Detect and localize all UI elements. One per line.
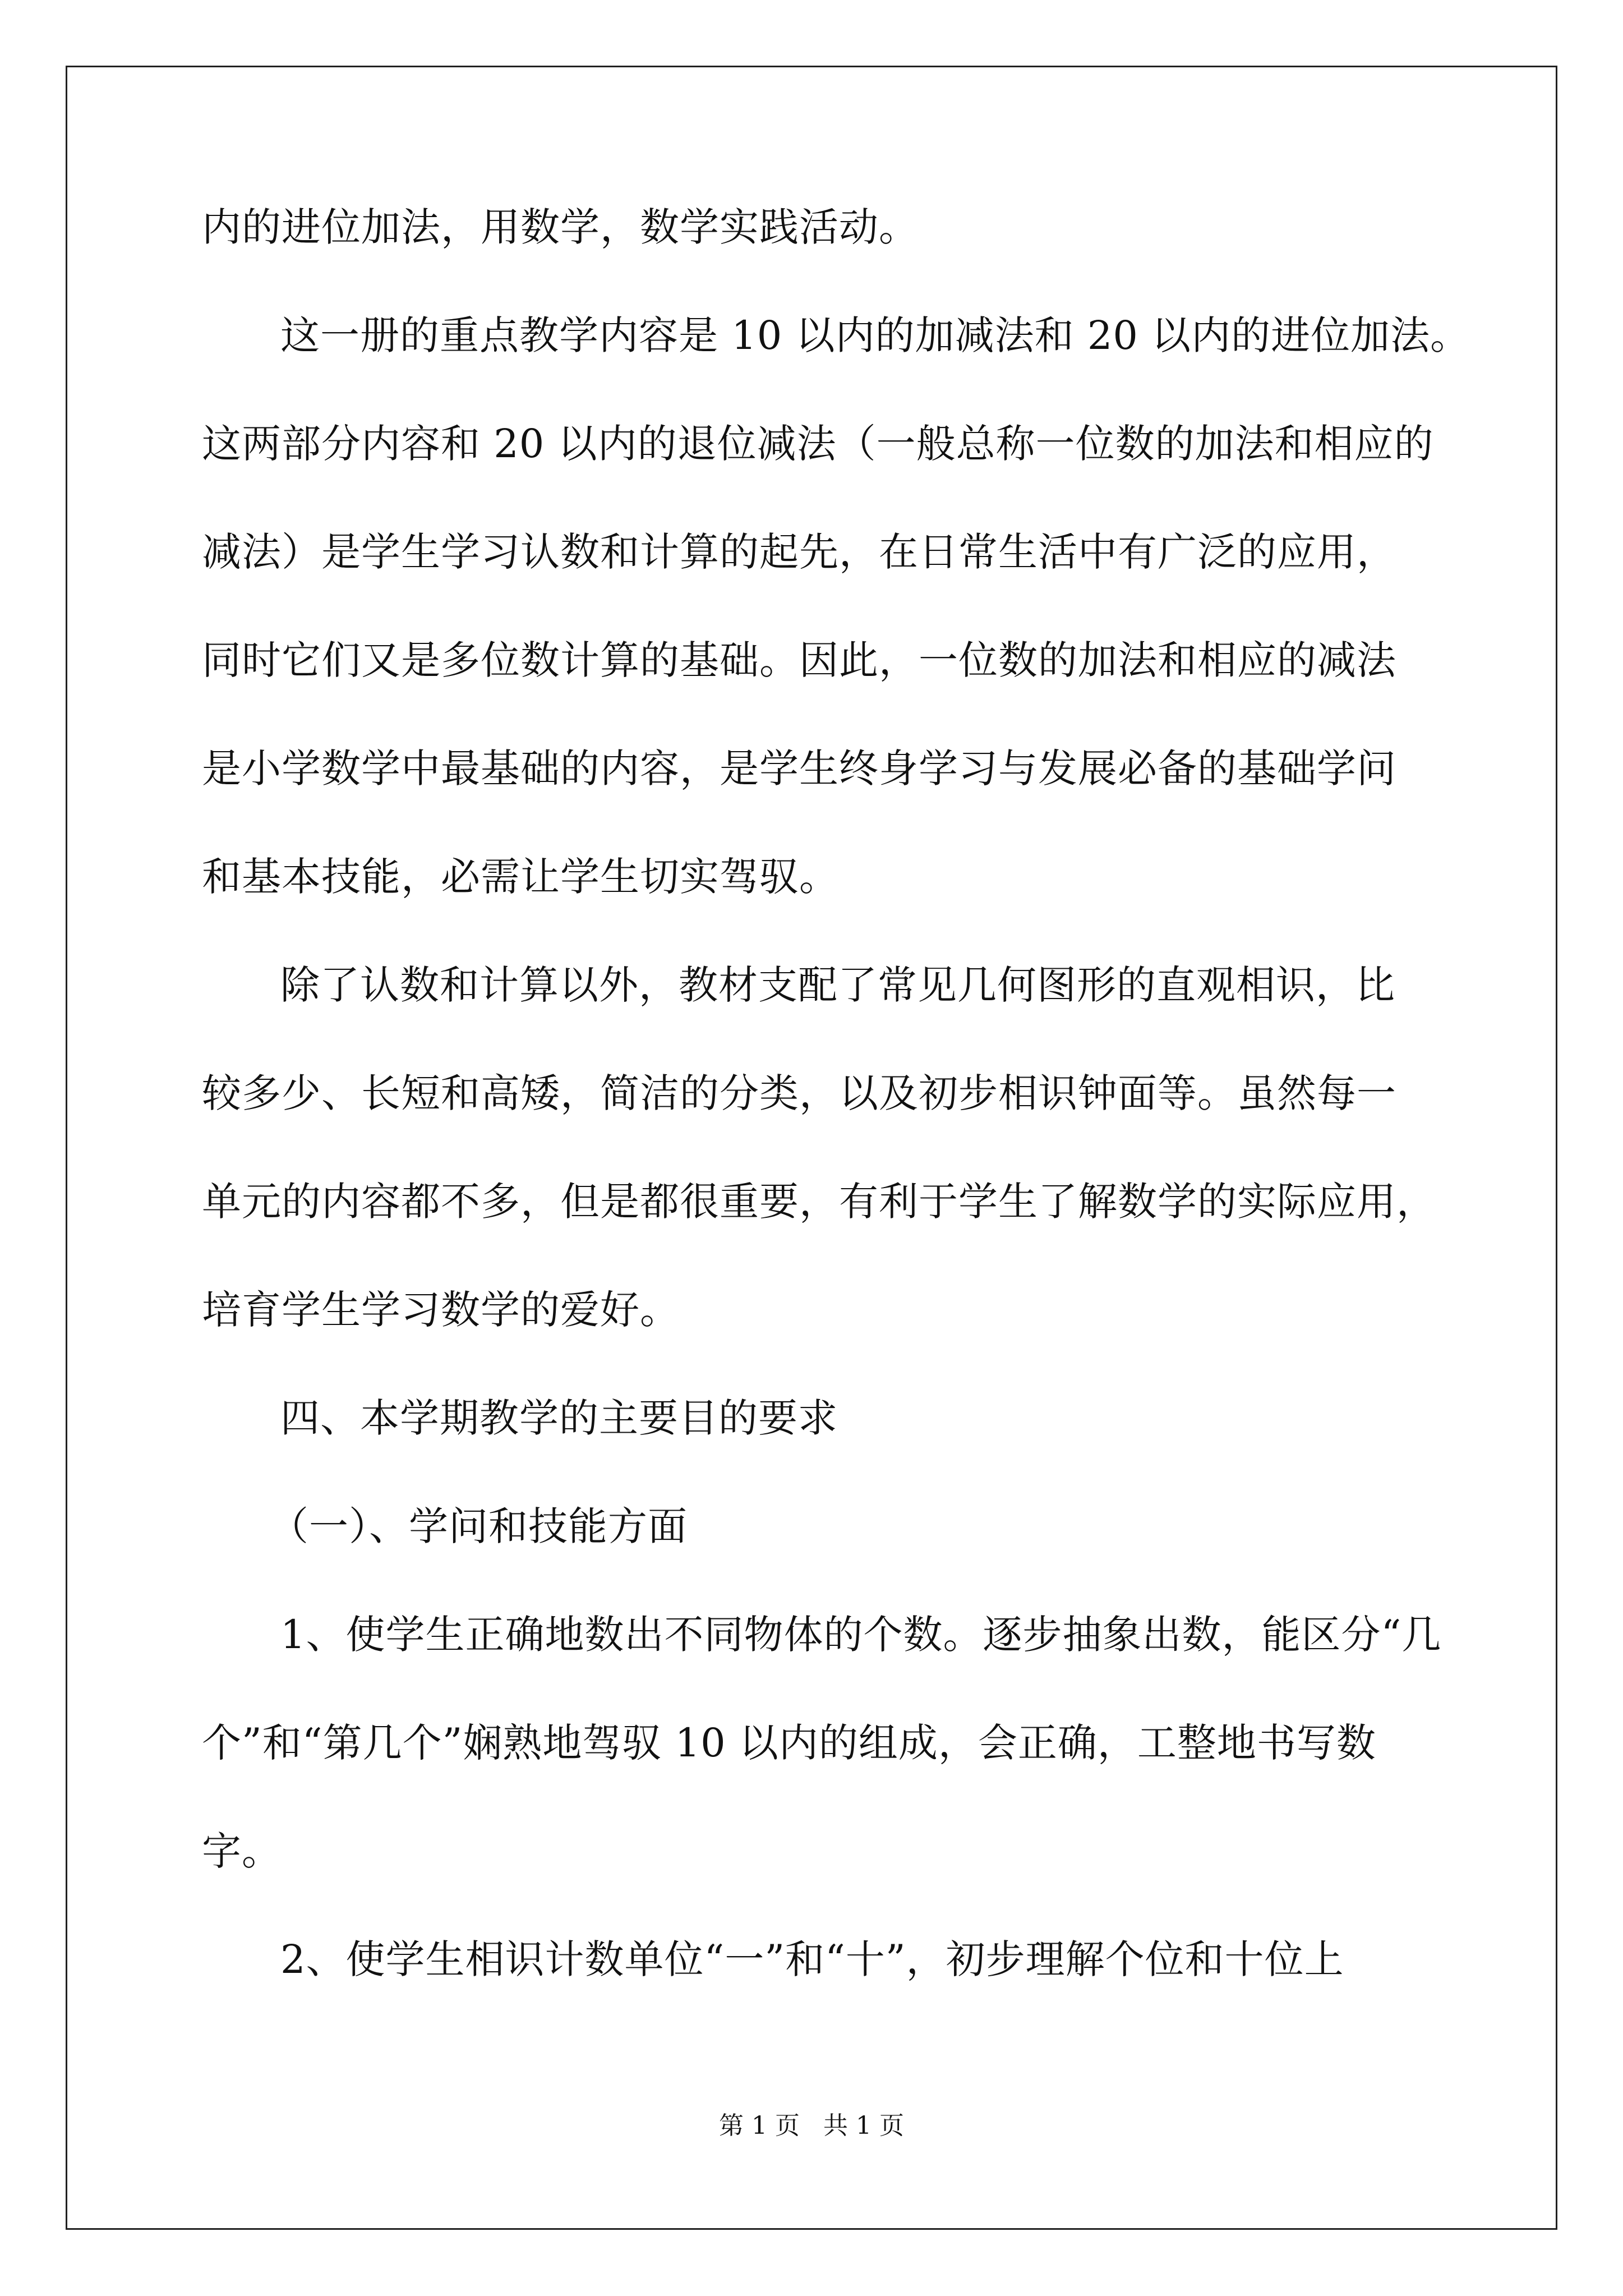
text-line: 2、使学生相识计数单位“一”和“十”，初步理解个位和十位上 [280,1936,1344,1982]
text-line: 除了认数和计算以外，教材支配了常见几何图形的直观相识，比 [280,962,1395,1008]
text-line: 培育学生学习数学的爱好。 [202,1287,680,1333]
text-line: 同时它们又是多位数计算的基础。因此，一位数的加法和相应的减法 [202,637,1396,683]
text-line: 这一册的重点教学内容是 10 以内的加减法和 20 以内的进位加法。 [280,312,1470,358]
text-line: 个”和“第几个”娴熟地驾驭 10 以内的组成，会正确，工整地书写数 [202,1720,1376,1766]
text-line: 单元的内容都不多，但是都很重要，有利于学生了解数学的实际应用， [202,1179,1436,1225]
text-line: 1、使学生正确地数出不同物体的个数。逐步抽象出数，能区分“几 [280,1612,1442,1658]
text-line: 这两部分内容和 20 以内的退位减法（一般总称一位数的加法和相应的 [202,421,1434,467]
text-line: 是小学数学中最基础的内容，是学生终身学习与发展必备的基础学问 [202,746,1396,792]
text-line: 内的进位加法，用数学，数学实践活动。 [202,204,919,250]
page-border [66,66,1557,2230]
subsection-heading: （一）、学问和技能方面 [269,1503,688,1549]
text-line: 较多少、长短和高矮，简洁的分类，以及初步相识钟面等。虽然每一 [202,1070,1396,1116]
section-heading: 四、本学期教学的主要目的要求 [280,1395,838,1441]
text-line: 减法）是学生学习认数和计算的起先，在日常生活中有广泛的应用， [202,529,1396,575]
text-line: 和基本技能，必需让学生切实驾驭。 [202,854,839,900]
page-footer: 第 1 页 共 1 页 [719,2111,904,2140]
text-line: 字。 [202,1828,282,1874]
